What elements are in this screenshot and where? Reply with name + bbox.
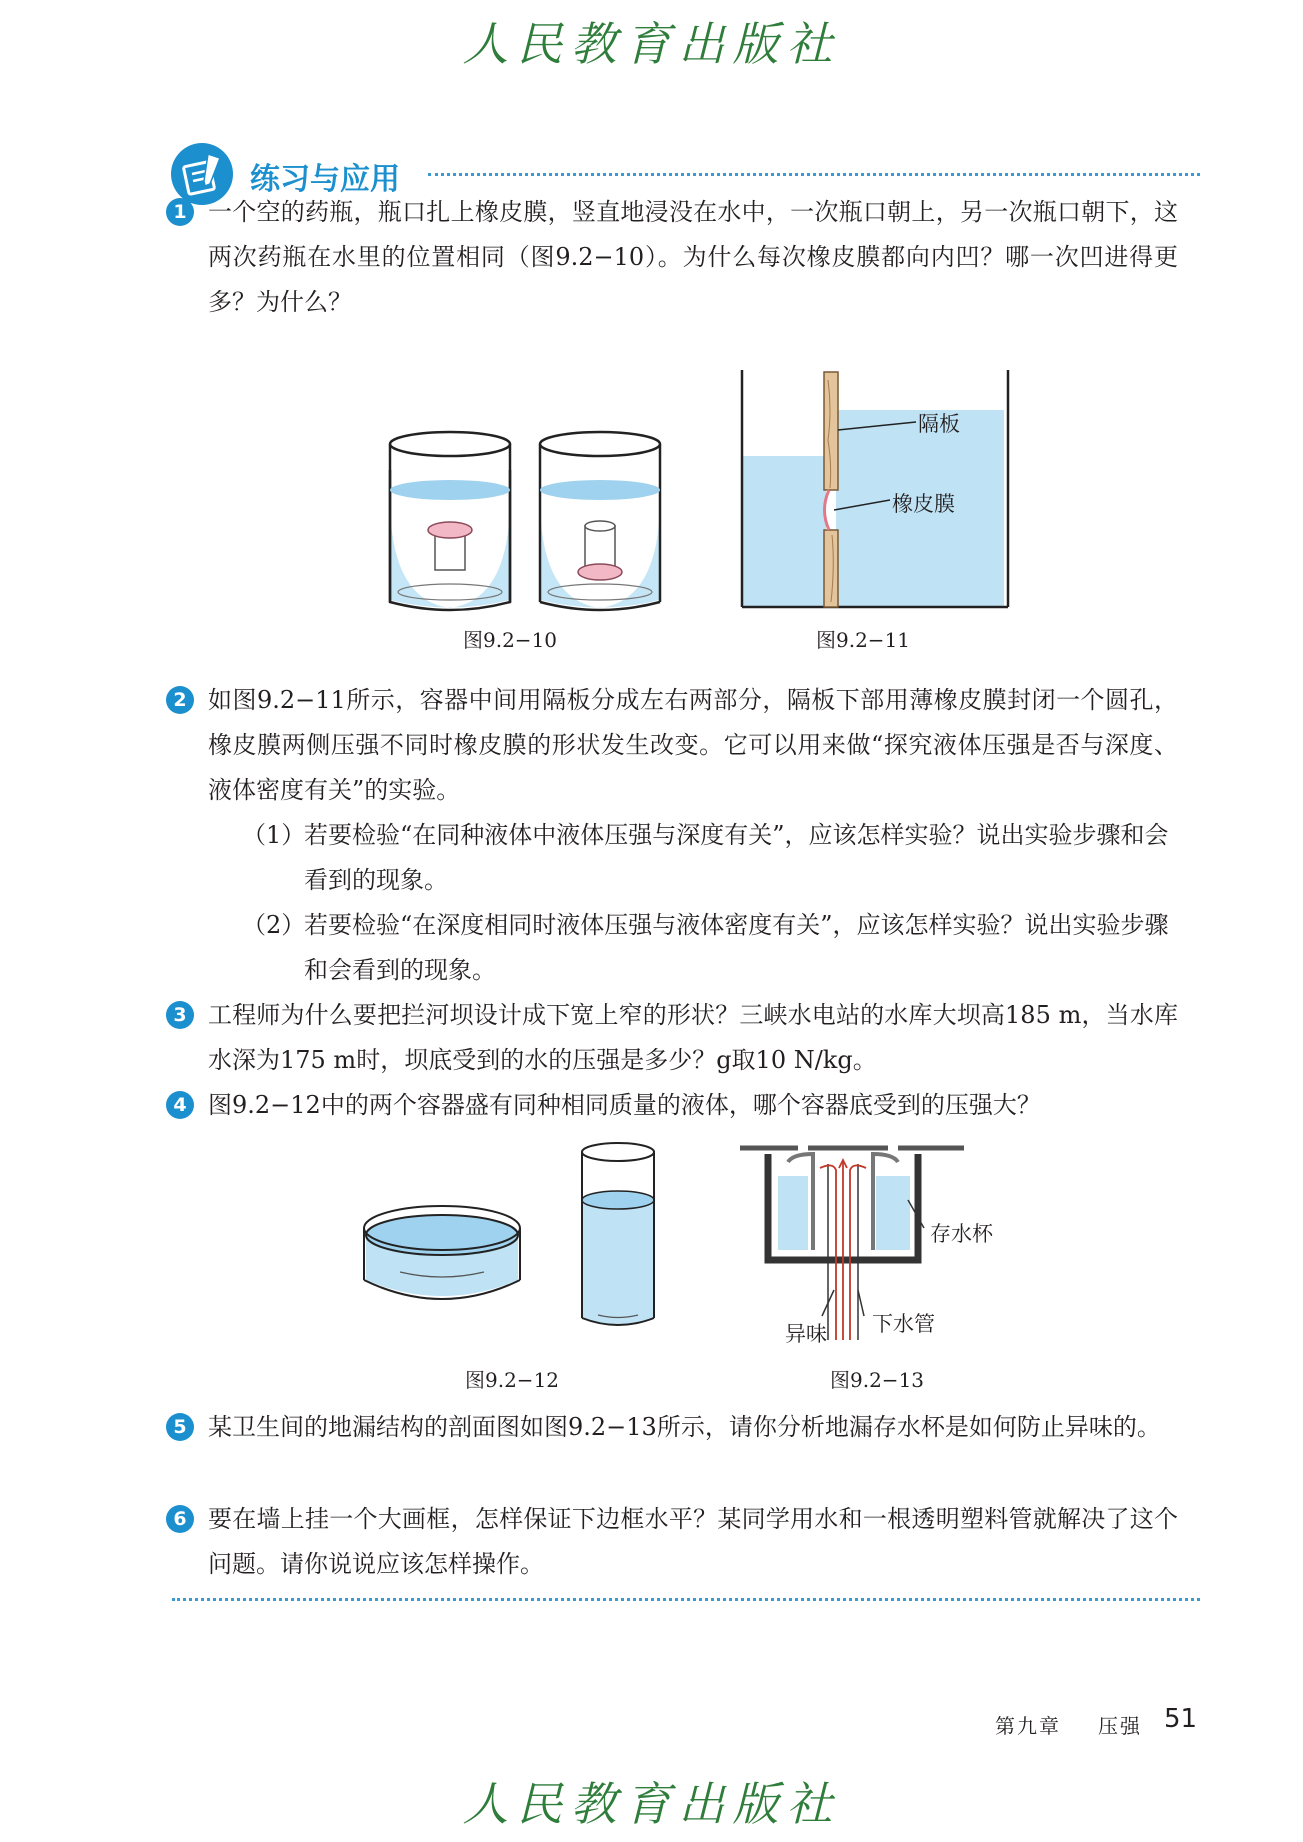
question-text: 某卫生间的地漏结构的剖面图如图9.2−13所示，请你分析地漏存水杯是如何防止异味的。: [208, 1413, 1161, 1441]
label-drain-pipe: 下水管: [872, 1312, 935, 1336]
figure-caption: 图9.2−10: [463, 628, 558, 652]
question-3: [173, 993, 1178, 1083]
question-number: 4: [166, 1091, 194, 1119]
label-odor: 异味: [785, 1322, 827, 1346]
beaker-bottle-mouth-down: [540, 432, 660, 610]
partition-board: [824, 372, 838, 607]
question-text: 工程师为什么要把拦河坝设计成下宽上窄的形状？三峡水电站的水库大坝高185 m，当水库水深为175 m时，坝底受到的水的压强是多少？g取10 N/kg。: [208, 1001, 1178, 1074]
sub-question-label: （1）: [242, 821, 306, 849]
sub-question-text: 若要检验“在同种液体中液体压强与深度有关”，应该怎样实验？说出实验步骤和会看到的现象。: [304, 821, 1169, 894]
question-text: 如图9.2−11所示，容器中间用隔板分成左右两部分，隔板下部用薄橡皮膜封闭一个圆孔，橡皮膜两侧压强不同时橡皮膜的形状发生改变。它可以用来做“探究液体压强是否与深度、液体密度有关”的实验。: [208, 686, 1178, 804]
label-partition: 隔板: [918, 412, 960, 436]
beaker-bottle-mouth-up: [390, 432, 510, 610]
tall-cylinder: [582, 1143, 654, 1325]
question-number: 1: [166, 198, 194, 226]
question-4: [173, 1083, 1178, 1128]
sub-question-text: 若要检验“在深度相同时液体压强与液体密度有关”，应该怎样实验？说出实验步骤和会看到的现象。: [304, 911, 1169, 984]
question-2: [173, 678, 1178, 813]
figure-9-2-10: [380, 430, 670, 615]
odor-arrows: [820, 1160, 866, 1340]
rubber-membrane: [825, 490, 830, 530]
footer-topic: 压强: [1098, 1714, 1142, 1738]
question-6: [173, 1497, 1178, 1587]
figure-caption: 图9.2−12: [465, 1368, 560, 1392]
publisher-watermark-bottom: 人民教育出版社: [462, 1777, 841, 1831]
label-membrane: 橡皮膜: [892, 492, 955, 516]
figure-caption: 图9.2−13: [830, 1368, 925, 1392]
section-divider: [428, 173, 1200, 176]
question-text: 要在墙上挂一个大画框，怎样保证下边框水平？某同学用水和一根透明塑料管就解决了这个问题。请你说说应该怎样操作。: [208, 1505, 1178, 1578]
sub-question-2: [242, 903, 1178, 993]
figure-caption: 图9.2−11: [816, 628, 911, 652]
figure-9-2-12: [360, 1140, 660, 1345]
question-number: 6: [166, 1505, 194, 1533]
sub-question-label: （2）: [242, 911, 306, 939]
question-5: [173, 1405, 1178, 1450]
question-number: 3: [166, 1001, 194, 1029]
section-title: 练习与应用: [250, 162, 400, 197]
question-1: [173, 190, 1178, 325]
sub-question-1: [242, 813, 1178, 903]
label-water-cup: 存水杯: [930, 1222, 993, 1246]
page-number: 51: [1164, 1704, 1198, 1734]
question-text: 图9.2−12中的两个容器盛有同种相同质量的液体，哪个容器底受到的压强大？: [208, 1091, 1041, 1119]
figure-9-2-11: [740, 370, 1010, 615]
footer-chapter: 第九章: [995, 1714, 1061, 1738]
wide-dish: [364, 1206, 520, 1299]
question-number: 2: [166, 686, 194, 714]
question-number: 5: [166, 1413, 194, 1441]
question-text: 一个空的药瓶，瓶口扎上橡皮膜，竖直地浸没在水中，一次瓶口朝上，另一次瓶口朝下，这两次药瓶在水里的位置相同（图9.2−10）。为什么每次橡皮膜都向内凹？哪一次凹进得更多？为什么？: [208, 198, 1178, 316]
publisher-watermark-top: 人民教育出版社: [462, 17, 841, 71]
section-bottom-divider: [172, 1598, 1200, 1601]
